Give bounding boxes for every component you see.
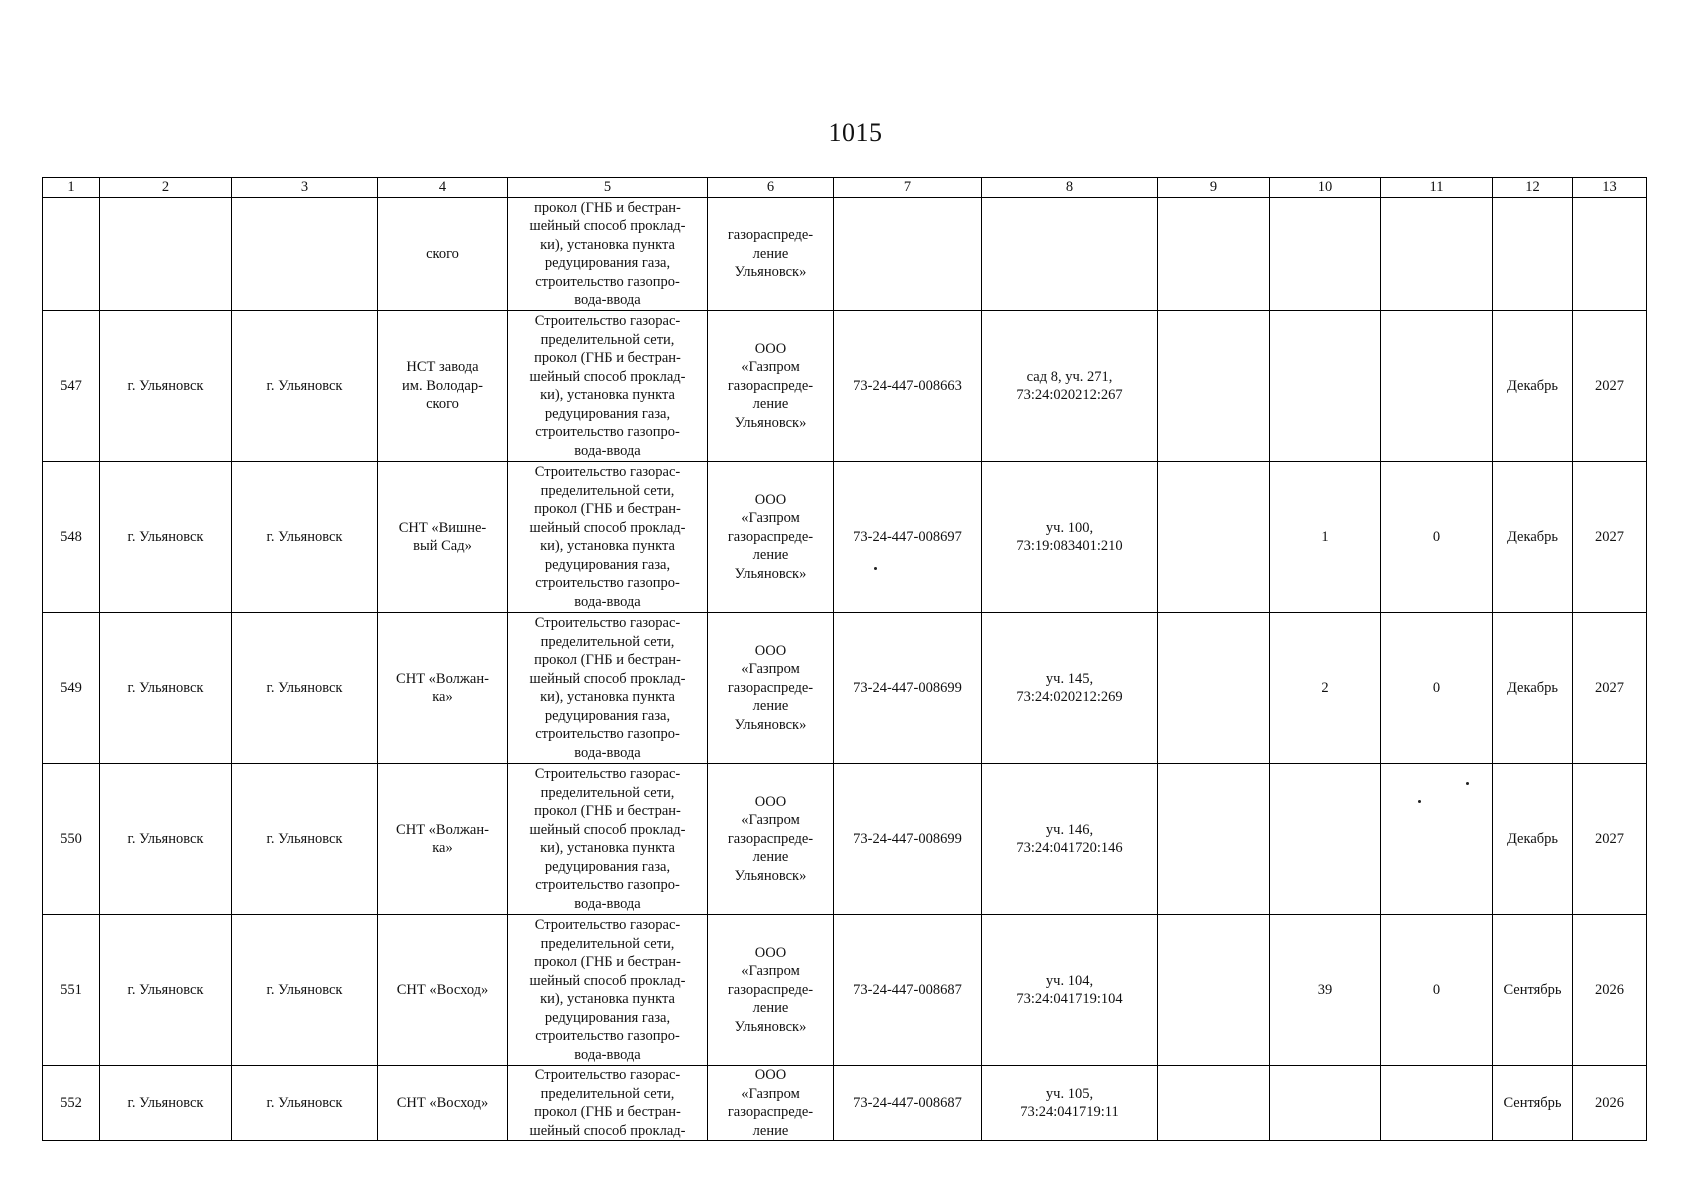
column-header: 1 <box>43 178 100 198</box>
cell-col11 <box>1381 1066 1493 1141</box>
column-header: 11 <box>1381 178 1493 198</box>
cell-works: Строительство газорас- пределительной сети, прокол (ГНБ и бестран- шейный способ проклад- ки), установка пункта редуцирования газа, строительство газопро- вода-ввода <box>508 613 708 764</box>
cell-year <box>1573 198 1647 311</box>
cell-number: 547 <box>43 311 100 462</box>
table-row <box>43 764 1647 915</box>
cell-object: СНТ «Восход» <box>378 1066 508 1141</box>
cell-locality: г. Ульяновск <box>232 462 378 613</box>
scan-speck <box>1466 782 1469 785</box>
cell-month: Декабрь <box>1493 462 1573 613</box>
cell-col11 <box>1381 764 1493 915</box>
cell-code: 73-24-447-008663 <box>834 311 982 462</box>
cell-municipality: г. Ульяновск <box>100 764 232 915</box>
cell-month: Декабрь <box>1493 613 1573 764</box>
cell-address: уч. 105, 73:24:041719:11 <box>982 1066 1158 1141</box>
cell-year: 2026 <box>1573 1066 1647 1141</box>
cell-municipality: г. Ульяновск <box>100 613 232 764</box>
cell-col11: 0 <box>1381 915 1493 1066</box>
cell-object: СНТ «Восход» <box>378 915 508 1066</box>
cell-col9 <box>1158 915 1270 1066</box>
cell-col9 <box>1158 1066 1270 1141</box>
cell-col11 <box>1381 311 1493 462</box>
column-header: 5 <box>508 178 708 198</box>
cell-col11: 0 <box>1381 462 1493 613</box>
scan-speck <box>1418 800 1421 803</box>
cell-organization: ООО «Газпром газораспреде- ление Ульяновск» <box>708 613 834 764</box>
table-row <box>43 915 1647 1066</box>
table-row-continuation <box>43 198 1647 311</box>
cell-col10 <box>1270 311 1381 462</box>
cell-municipality: г. Ульяновск <box>100 1066 232 1141</box>
cell-address: уч. 104, 73:24:041719:104 <box>982 915 1158 1066</box>
cell-address: уч. 145, 73:24:020212:269 <box>982 613 1158 764</box>
column-header: 12 <box>1493 178 1573 198</box>
column-header: 13 <box>1573 178 1647 198</box>
cell-col9 <box>1158 613 1270 764</box>
cell-year: 2026 <box>1573 915 1647 1066</box>
cell-organization: ООО «Газпром газораспреде- ление <box>708 1066 834 1141</box>
cell-col11: 0 <box>1381 613 1493 764</box>
cell-locality: г. Ульяновск <box>232 1066 378 1141</box>
column-header: 6 <box>708 178 834 198</box>
cell-works: Строительство газорас- пределительной сети, прокол (ГНБ и бестран- шейный способ проклад- <box>508 1066 708 1141</box>
cell-month: Сентябрь <box>1493 915 1573 1066</box>
cell-organization: ООО «Газпром газораспреде- ление Ульяновск» <box>708 915 834 1066</box>
cell-locality: г. Ульяновск <box>232 613 378 764</box>
cell-object: СНТ «Волжан- ка» <box>378 613 508 764</box>
cell-code: 73-24-447-008687 <box>834 915 982 1066</box>
cell-number <box>43 198 100 311</box>
cell-col10 <box>1270 764 1381 915</box>
column-header: 10 <box>1270 178 1381 198</box>
cell-col9 <box>1158 311 1270 462</box>
cell-number: 550 <box>43 764 100 915</box>
cell-number: 548 <box>43 462 100 613</box>
register-table <box>42 177 1647 1141</box>
cell-organization: ООО «Газпром газораспреде- ление Ульяновск» <box>708 311 834 462</box>
cell-municipality: г. Ульяновск <box>100 311 232 462</box>
cell-number: 549 <box>43 613 100 764</box>
cell-code: 73-24-447-008697 <box>834 462 982 613</box>
cell-col10: 39 <box>1270 915 1381 1066</box>
cell-works: Строительство газорас- пределительной сети, прокол (ГНБ и бестран- шейный способ проклад- ки), установка пункта редуцирования газа, строительство газопро- вода-ввода <box>508 915 708 1066</box>
cell-col11 <box>1381 198 1493 311</box>
column-header: 3 <box>232 178 378 198</box>
cell-month: Сентябрь <box>1493 1066 1573 1141</box>
cell-year: 2027 <box>1573 462 1647 613</box>
cell-object: ского <box>378 198 508 311</box>
cell-col10 <box>1270 1066 1381 1141</box>
cell-col10 <box>1270 198 1381 311</box>
cell-object: НСТ завода им. Володар- ского <box>378 311 508 462</box>
cell-organization: ООО «Газпром газораспреде- ление Ульяновск» <box>708 462 834 613</box>
cell-code: 73-24-447-008687 <box>834 1066 982 1141</box>
column-header: 2 <box>100 178 232 198</box>
cell-code: 73-24-447-008699 <box>834 613 982 764</box>
cell-number: 551 <box>43 915 100 1066</box>
column-header: 7 <box>834 178 982 198</box>
cell-address: сад 8, уч. 271, 73:24:020212:267 <box>982 311 1158 462</box>
cell-locality: г. Ульяновск <box>232 764 378 915</box>
cell-works: Строительство газорас- пределительной сети, прокол (ГНБ и бестран- шейный способ проклад- ки), установка пункта редуцирования газа, строительство газопро- вода-ввода <box>508 462 708 613</box>
column-header: 8 <box>982 178 1158 198</box>
cell-col10: 1 <box>1270 462 1381 613</box>
table-row <box>43 613 1647 764</box>
cell-locality <box>232 198 378 311</box>
cell-month <box>1493 198 1573 311</box>
table-row <box>43 311 1647 462</box>
cell-address: уч. 100, 73:19:083401:210 <box>982 462 1158 613</box>
table-row <box>43 1066 1647 1141</box>
cell-address <box>982 198 1158 311</box>
cell-year: 2027 <box>1573 613 1647 764</box>
cell-locality: г. Ульяновск <box>232 915 378 1066</box>
cell-municipality: г. Ульяновск <box>100 462 232 613</box>
cell-col10: 2 <box>1270 613 1381 764</box>
column-header: 9 <box>1158 178 1270 198</box>
cell-year: 2027 <box>1573 311 1647 462</box>
column-header: 4 <box>378 178 508 198</box>
column-number-row <box>43 178 1647 198</box>
cell-object: СНТ «Вишне- вый Сад» <box>378 462 508 613</box>
cell-address: уч. 146, 73:24:041720:146 <box>982 764 1158 915</box>
scan-speck <box>874 567 877 570</box>
cell-organization: ООО «Газпром газораспреде- ление Ульяновск» <box>708 764 834 915</box>
table-row <box>43 462 1647 613</box>
cell-municipality <box>100 198 232 311</box>
cell-municipality: г. Ульяновск <box>100 915 232 1066</box>
cell-col9 <box>1158 764 1270 915</box>
cell-code <box>834 198 982 311</box>
cell-locality: г. Ульяновск <box>232 311 378 462</box>
cell-month: Декабрь <box>1493 764 1573 915</box>
cell-col9 <box>1158 462 1270 613</box>
cell-year: 2027 <box>1573 764 1647 915</box>
cell-col9 <box>1158 198 1270 311</box>
cell-month: Декабрь <box>1493 311 1573 462</box>
cell-organization: газораспреде- ление Ульяновск» <box>708 198 834 311</box>
cell-object: СНТ «Волжан- ка» <box>378 764 508 915</box>
cell-code: 73-24-447-008699 <box>834 764 982 915</box>
cell-works: Строительство газорас- пределительной сети, прокол (ГНБ и бестран- шейный способ проклад- ки), установка пункта редуцирования газа, строительство газопро- вода-ввода <box>508 764 708 915</box>
page-number: 1015 <box>828 118 883 147</box>
cell-number: 552 <box>43 1066 100 1141</box>
cell-works: прокол (ГНБ и бестран- шейный способ проклад- ки), установка пункта редуцирования газа, строительство газопро- вода-ввода <box>508 198 708 311</box>
cell-works: Строительство газорас- пределительной сети, прокол (ГНБ и бестран- шейный способ проклад- ки), установка пункта редуцирования газа, строительство газопро- вода-ввода <box>508 311 708 462</box>
